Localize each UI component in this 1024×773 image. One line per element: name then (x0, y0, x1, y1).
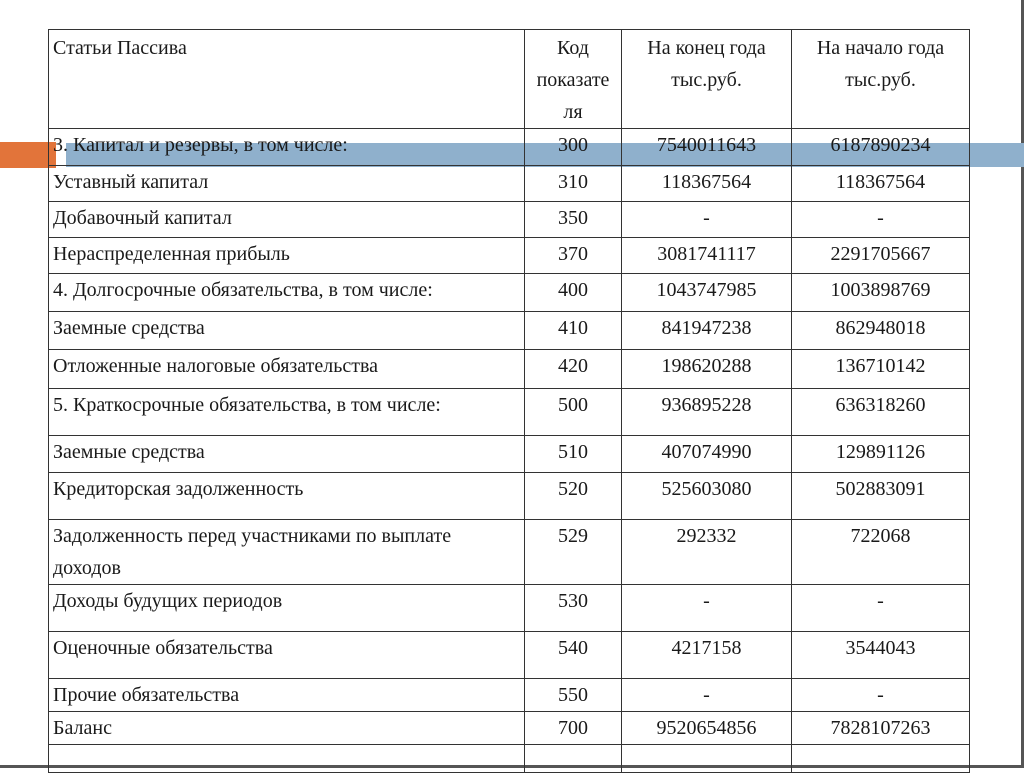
row-end-value: 1043747985 (622, 274, 792, 312)
row-end-value (622, 745, 792, 773)
row-label: Добавочный капитал (49, 202, 525, 238)
row-code: 529 (525, 520, 622, 585)
row-label: 3. Капитал и резервы, в том числе: (49, 129, 525, 166)
row-code: 410 (525, 312, 622, 350)
header-items: Статьи Пассива (49, 30, 525, 129)
row-code: 510 (525, 436, 622, 473)
table-row (49, 202, 970, 238)
row-start-value: 136710142 (792, 350, 970, 389)
table-row (49, 632, 970, 679)
row-label: Кредиторская задолженность (49, 473, 525, 520)
row-label: Прочие обязательства (49, 679, 525, 712)
table-row (49, 238, 970, 274)
table-row (49, 436, 970, 473)
table-row (49, 166, 970, 202)
row-code: 530 (525, 585, 622, 632)
table-row (49, 520, 970, 585)
table-row (49, 350, 970, 389)
row-code: 500 (525, 389, 622, 436)
row-start-value: 636318260 (792, 389, 970, 436)
row-code: 400 (525, 274, 622, 312)
row-code: 520 (525, 473, 622, 520)
header-end-of-year: На конец года тыс.руб. (622, 30, 792, 129)
liabilities-table (48, 29, 970, 773)
table-header-row (49, 30, 970, 129)
row-end-value: - (622, 585, 792, 632)
table-row (49, 473, 970, 520)
row-start-value: 502883091 (792, 473, 970, 520)
row-start-value (792, 745, 970, 773)
row-start-value: 3544043 (792, 632, 970, 679)
row-label: Заемные средства (49, 312, 525, 350)
row-label: Отложенные налоговые обязательства (49, 350, 525, 389)
row-label: 4. Долгосрочные обязательства, в том числе: (49, 274, 525, 312)
row-label: Задолженность перед участниками по выплате доходов (49, 520, 525, 585)
row-label: Доходы будущих периодов (49, 585, 525, 632)
row-label (49, 745, 525, 773)
row-start-value: 1003898769 (792, 274, 970, 312)
row-end-value: 3081741117 (622, 238, 792, 274)
table-row (49, 129, 970, 166)
table-row (49, 585, 970, 632)
row-start-value: 129891126 (792, 436, 970, 473)
header-start-of-year: На начало года тыс.руб. (792, 30, 970, 129)
row-label: Уставный капитал (49, 166, 525, 202)
table-row (49, 274, 970, 312)
row-label: Нераспределенная прибыль (49, 238, 525, 274)
row-code (525, 745, 622, 773)
row-code: 300 (525, 129, 622, 166)
row-start-value: 6187890234 (792, 129, 970, 166)
row-label: Заемные средства (49, 436, 525, 473)
row-end-value: 4217158 (622, 632, 792, 679)
row-start-value: - (792, 585, 970, 632)
row-start-value: 118367564 (792, 166, 970, 202)
row-end-value: 525603080 (622, 473, 792, 520)
row-start-value: - (792, 202, 970, 238)
row-code: 550 (525, 679, 622, 712)
table-row (49, 679, 970, 712)
row-code: 310 (525, 166, 622, 202)
table-row-empty (49, 745, 970, 773)
table-row (49, 389, 970, 436)
row-code: 370 (525, 238, 622, 274)
row-end-value: 936895228 (622, 389, 792, 436)
row-label: 5. Краткосрочные обязательства, в том числе: (49, 389, 525, 436)
row-code: 350 (525, 202, 622, 238)
row-end-value: 198620288 (622, 350, 792, 389)
row-code: 700 (525, 712, 622, 745)
row-code: 420 (525, 350, 622, 389)
row-end-value: - (622, 202, 792, 238)
row-start-value: - (792, 679, 970, 712)
row-start-value: 7828107263 (792, 712, 970, 745)
table-row (49, 312, 970, 350)
row-end-value: 841947238 (622, 312, 792, 350)
row-end-value: 407074990 (622, 436, 792, 473)
row-end-value: 7540011643 (622, 129, 792, 166)
row-label: Баланс (49, 712, 525, 745)
row-end-value: - (622, 679, 792, 712)
row-start-value: 722068 (792, 520, 970, 585)
row-end-value: 9520654856 (622, 712, 792, 745)
row-end-value: 292332 (622, 520, 792, 585)
header-code: Код показате ля (525, 30, 622, 129)
table-row-total (49, 712, 970, 745)
row-start-value: 2291705667 (792, 238, 970, 274)
row-label: Оценочные обязательства (49, 632, 525, 679)
row-start-value: 862948018 (792, 312, 970, 350)
row-end-value: 118367564 (622, 166, 792, 202)
row-code: 540 (525, 632, 622, 679)
